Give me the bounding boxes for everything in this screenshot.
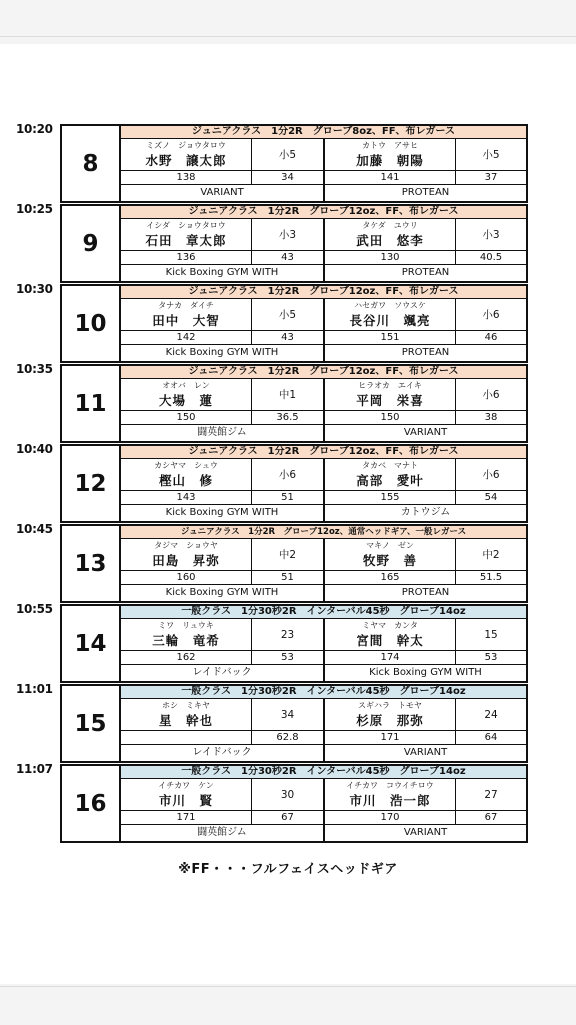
fighter-height: 170 bbox=[380, 812, 400, 823]
bout-rules-header: 一般クラス 1分30秒2R インターバル45秒 グローブ14oz bbox=[121, 606, 526, 619]
fighter-weight: 67 bbox=[251, 811, 323, 824]
fighter-stats-row bbox=[121, 730, 323, 745]
fighter-gym: VARIANT bbox=[200, 187, 244, 198]
bout-card bbox=[60, 604, 528, 683]
bout-card bbox=[60, 284, 528, 363]
fighter-weight: 34 bbox=[251, 171, 323, 184]
bout-number: 8 bbox=[62, 126, 121, 201]
fighter-name: 高部 愛叶 bbox=[356, 473, 424, 488]
fighter-grade-age: 小6 bbox=[251, 459, 323, 490]
fighter-name: 市川 賢 bbox=[158, 793, 213, 808]
fighter-height: 150 bbox=[176, 412, 196, 423]
fighter-left-corner bbox=[121, 219, 325, 281]
fighter-name: 加藤 朝陽 bbox=[356, 153, 424, 168]
bout-time: 10:20 bbox=[16, 122, 53, 136]
fighter-stats-row bbox=[121, 170, 323, 185]
fighter-stats-row bbox=[325, 570, 526, 585]
fighter-weight: 51 bbox=[251, 491, 323, 504]
fighter-stats-row bbox=[325, 170, 526, 185]
fighter-stats-row bbox=[325, 490, 526, 505]
fighter-name: 市川 浩一郎 bbox=[349, 793, 431, 808]
fighter-name: 水野 譲太郎 bbox=[145, 153, 227, 168]
fighter-height: 136 bbox=[176, 252, 196, 263]
fighter-grade-age: 小3 bbox=[455, 219, 526, 250]
fighter-gym: PROTEAN bbox=[401, 267, 450, 278]
fighter-grade-age: 中1 bbox=[251, 379, 323, 410]
fighter-grade-age: 27 bbox=[455, 779, 526, 810]
fighter-kana: タナカ ダイチ bbox=[158, 301, 214, 310]
fighter-left-corner bbox=[121, 459, 325, 521]
fighter-height: 151 bbox=[380, 332, 400, 343]
fighter-stats-row bbox=[325, 650, 526, 665]
fighter-gym: VARIANT bbox=[403, 747, 448, 758]
fighter-gym: レイドバック bbox=[192, 667, 252, 678]
bout-number: 15 bbox=[62, 686, 121, 761]
fighter-height: 174 bbox=[380, 652, 400, 663]
bout-number: 12 bbox=[62, 446, 121, 521]
fighter-stats-row bbox=[121, 490, 323, 505]
fighter-kana: カシヤマ シュウ bbox=[154, 461, 218, 470]
fighter-weight: 51.5 bbox=[455, 571, 526, 584]
fighter-gym: VARIANT bbox=[403, 827, 448, 838]
fighter-right-corner bbox=[325, 219, 526, 281]
bout-card bbox=[60, 764, 528, 843]
fighter-gym: VARIANT bbox=[403, 427, 448, 438]
bout-number: 10 bbox=[62, 286, 121, 361]
fighter-left-corner bbox=[121, 779, 325, 841]
fighter-grade-age: 小6 bbox=[455, 459, 526, 490]
fighter-name: 宮間 幹太 bbox=[356, 633, 424, 648]
fighter-kana: タカベ マナト bbox=[362, 461, 418, 470]
fighter-right-corner bbox=[325, 539, 526, 601]
bout-card bbox=[60, 684, 528, 763]
fighter-height: 165 bbox=[380, 572, 400, 583]
fighter-gym: 闘英館ジム bbox=[197, 827, 247, 838]
bout-time: 10:25 bbox=[16, 202, 53, 216]
fighter-stats-row bbox=[121, 330, 323, 345]
bout-card bbox=[60, 124, 528, 203]
fighter-name: 長谷川 颯亮 bbox=[349, 313, 431, 328]
bout-card bbox=[60, 204, 528, 283]
fighter-left-corner bbox=[121, 379, 325, 441]
fighter-grade-age: 小5 bbox=[455, 139, 526, 170]
fighter-gym: PROTEAN bbox=[401, 347, 450, 358]
bout-number: 11 bbox=[62, 366, 121, 441]
fighter-kana: ミワ リュウキ bbox=[158, 621, 214, 630]
fighter-stats-row bbox=[325, 410, 526, 425]
fighter-grade-age: 34 bbox=[251, 699, 323, 730]
bout-number: 16 bbox=[62, 766, 121, 841]
bout-card bbox=[60, 444, 528, 523]
bout-card bbox=[60, 524, 528, 603]
fighter-grade-age: 中2 bbox=[455, 539, 526, 570]
fighter-stats-row bbox=[121, 570, 323, 585]
fighter-right-corner bbox=[325, 299, 526, 361]
fighter-gym: Kick Boxing GYM WITH bbox=[165, 347, 279, 358]
fighter-height: 150 bbox=[380, 412, 400, 423]
fighter-height: 130 bbox=[380, 252, 400, 263]
fighter-weight: 62.8 bbox=[251, 731, 323, 744]
fighter-weight: 38 bbox=[455, 411, 526, 424]
fighter-weight: 53 bbox=[251, 651, 323, 664]
fighter-grade-age: 小3 bbox=[251, 219, 323, 250]
fighter-kana: ミヤマ カンタ bbox=[362, 621, 418, 630]
fighter-name: 大場 蓮 bbox=[158, 393, 213, 408]
bout-list bbox=[60, 124, 528, 844]
fighter-stats-row bbox=[325, 730, 526, 745]
fighter-kana: カトウ アサヒ bbox=[362, 141, 418, 150]
fighter-kana: スギハラ トモヤ bbox=[358, 701, 422, 710]
fighter-right-corner bbox=[325, 699, 526, 761]
bout-rules-header: 一般クラス 1分30秒2R インターバル45秒 グローブ14oz bbox=[121, 686, 526, 699]
fighter-gym: カトウジム bbox=[400, 507, 451, 518]
bout-number: 9 bbox=[62, 206, 121, 281]
fighter-gym: Kick Boxing GYM WITH bbox=[369, 667, 482, 678]
fighter-name: 武田 悠李 bbox=[356, 233, 424, 248]
bout-card bbox=[60, 364, 528, 443]
fighter-right-corner bbox=[325, 139, 526, 201]
fighter-kana: イチカワ コウイチロウ bbox=[346, 781, 434, 790]
fighter-stats-row bbox=[121, 410, 323, 425]
fighter-name: 牧野 善 bbox=[362, 553, 417, 568]
fighter-height: 160 bbox=[176, 572, 196, 583]
fighter-grade-age: 24 bbox=[455, 699, 526, 730]
fighter-name: 樫山 修 bbox=[158, 473, 213, 488]
fighter-kana: ヒラオカ エイキ bbox=[358, 381, 422, 390]
fighter-weight: 53 bbox=[455, 651, 526, 664]
fighter-weight: 64 bbox=[455, 731, 526, 744]
bout-time: 11:07 bbox=[16, 762, 53, 776]
fighter-kana: タケダ ユウリ bbox=[362, 221, 418, 230]
bout-time: 10:40 bbox=[16, 442, 53, 456]
bout-time: 11:01 bbox=[16, 682, 53, 696]
fighter-height: 138 bbox=[176, 172, 196, 183]
fighter-left-corner bbox=[121, 139, 325, 201]
fighter-weight: 43 bbox=[251, 251, 323, 264]
fighter-gym: 闘英館ジム bbox=[197, 427, 247, 438]
fighter-right-corner bbox=[325, 619, 526, 681]
fighter-gym: レイドバック bbox=[192, 747, 252, 758]
bout-time: 10:55 bbox=[16, 602, 53, 616]
fighter-name: 田中 大智 bbox=[152, 313, 220, 328]
fighter-stats-row bbox=[121, 250, 323, 265]
fighter-name: 田島 昇弥 bbox=[152, 553, 220, 568]
fighter-right-corner bbox=[325, 779, 526, 841]
fighter-kana: ホシ ミキヤ bbox=[162, 701, 210, 710]
fighter-height: 171 bbox=[176, 812, 196, 823]
footnote: ※FF・・・フルフェイスヘッドギア bbox=[178, 862, 398, 877]
fighter-stats-row bbox=[325, 330, 526, 345]
bout-time: 10:30 bbox=[16, 282, 53, 296]
bout-time: 10:45 bbox=[16, 522, 53, 536]
fighter-right-corner bbox=[325, 459, 526, 521]
fighter-left-corner bbox=[121, 699, 325, 761]
fighter-grade-age: 小5 bbox=[251, 299, 323, 330]
fighter-name: 平岡 栄喜 bbox=[356, 393, 424, 408]
bout-rules-header: ジュニアクラス 1分2R グローブ12oz、FF、布レガース bbox=[121, 286, 526, 299]
fighter-weight: 67 bbox=[455, 811, 526, 824]
fighter-name: 石田 章太郎 bbox=[145, 233, 227, 248]
fighter-name: 三輪 竜希 bbox=[152, 633, 220, 648]
fighter-weight: 43 bbox=[251, 331, 323, 344]
bout-number: 14 bbox=[62, 606, 121, 681]
bottom-bar bbox=[0, 986, 576, 1025]
fighter-grade-age: 小6 bbox=[455, 299, 526, 330]
fighter-weight: 54 bbox=[455, 491, 526, 504]
fighter-grade-age: 小5 bbox=[251, 139, 323, 170]
fighter-name: 杉原 那弥 bbox=[356, 713, 424, 728]
fighter-stats-row bbox=[121, 810, 323, 825]
fighter-stats-row bbox=[325, 250, 526, 265]
fighter-height: 155 bbox=[380, 492, 400, 503]
fighter-height: 162 bbox=[176, 652, 196, 663]
fighter-kana: イシダ ショウタロウ bbox=[146, 221, 226, 230]
bout-rules-header: 一般クラス 1分30秒2R インターバル45秒 グローブ14oz bbox=[121, 766, 526, 779]
fighter-weight: 37 bbox=[455, 171, 526, 184]
fighter-weight: 36.5 bbox=[251, 411, 323, 424]
fighter-stats-row bbox=[121, 650, 323, 665]
bout-rules-header: ジュニアクラス 1分2R グローブ8oz、FF、布レガース bbox=[121, 126, 526, 139]
bout-rules-header: ジュニアクラス 1分2R グローブ12oz、通常ヘッドギア、一般レガース bbox=[121, 526, 526, 539]
fighter-height: 141 bbox=[380, 172, 400, 183]
fighter-stats-row bbox=[325, 810, 526, 825]
fighter-gym: Kick Boxing GYM WITH bbox=[165, 507, 279, 518]
fighter-gym: PROTEAN bbox=[401, 587, 450, 598]
bout-rules-header: ジュニアクラス 1分2R グローブ12oz、FF、布レガース bbox=[121, 446, 526, 459]
fighter-gym: PROTEAN bbox=[401, 187, 450, 198]
fighter-grade-age: 小6 bbox=[455, 379, 526, 410]
fighter-gym: Kick Boxing GYM WITH bbox=[165, 267, 279, 278]
fighter-grade-age: 中2 bbox=[251, 539, 323, 570]
fighter-name: 星 幹也 bbox=[158, 713, 213, 728]
fighter-height: 143 bbox=[176, 492, 196, 503]
fighter-left-corner bbox=[121, 299, 325, 361]
fighter-kana: ミズノ ジョウタロウ bbox=[146, 141, 226, 150]
top-bar bbox=[0, 0, 576, 37]
bout-rules-header: ジュニアクラス 1分2R グローブ12oz、FF、布レガース bbox=[121, 366, 526, 379]
fighter-kana: イチカワ ケン bbox=[158, 781, 214, 790]
fighter-left-corner bbox=[121, 619, 325, 681]
fighter-weight: 46 bbox=[455, 331, 526, 344]
fighter-left-corner bbox=[121, 539, 325, 601]
bout-time: 10:35 bbox=[16, 362, 53, 376]
fighter-gym: Kick Boxing GYM WITH bbox=[165, 587, 279, 598]
fighter-height: 142 bbox=[176, 332, 196, 343]
fighter-kana: オオバ レン bbox=[162, 381, 210, 390]
fighter-kana: マキノ ゼン bbox=[366, 541, 414, 550]
fighter-height: 171 bbox=[380, 732, 400, 743]
fighter-grade-age: 23 bbox=[251, 619, 323, 650]
fighter-kana: タジマ ショウヤ bbox=[154, 541, 218, 550]
bout-rules-header: ジュニアクラス 1分2R グローブ12oz、FF、布レガース bbox=[121, 206, 526, 219]
fighter-weight: 51 bbox=[251, 571, 323, 584]
fighter-grade-age: 30 bbox=[251, 779, 323, 810]
fighter-kana: ハセガワ ソウスケ bbox=[354, 301, 426, 310]
bout-number: 13 bbox=[62, 526, 121, 601]
fighter-grade-age: 15 bbox=[455, 619, 526, 650]
fighter-right-corner bbox=[325, 379, 526, 441]
fighter-weight: 40.5 bbox=[455, 251, 526, 264]
